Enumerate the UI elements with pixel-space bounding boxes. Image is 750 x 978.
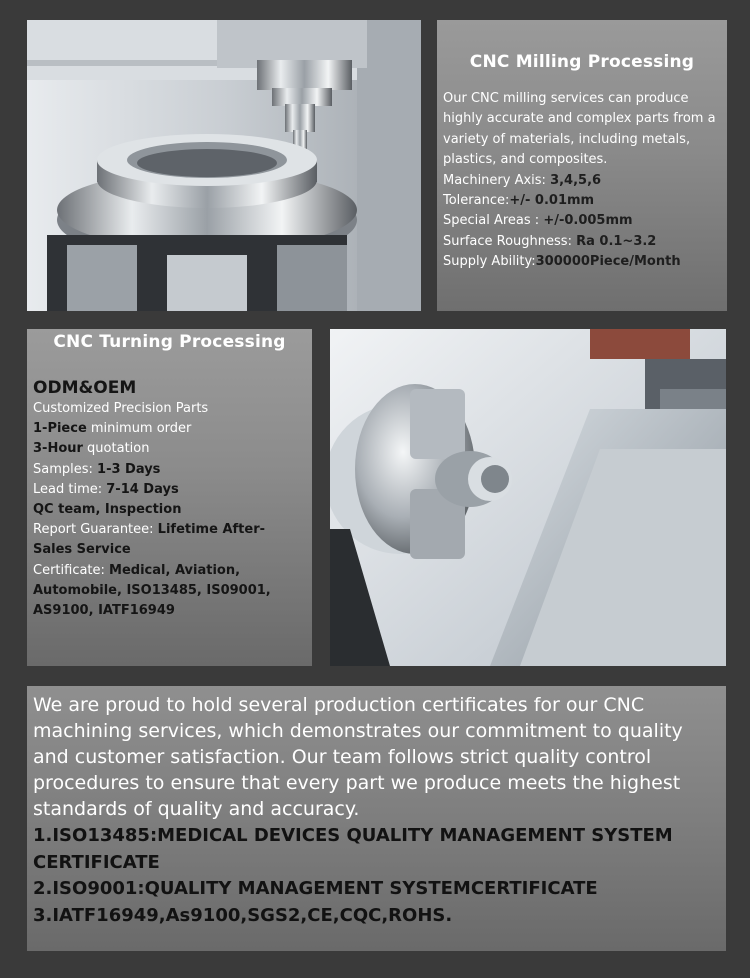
- milling-machine-illustration: [27, 20, 421, 311]
- turning-item-min-order: 1-Piece minimum order: [33, 421, 192, 437]
- certificate-item: 2.ISO9001:QUALITY MANAGEMENT SYSTEMCERTIFICATE: [33, 878, 598, 899]
- milling-info-panel: [437, 20, 727, 311]
- turning-spec-qc: QC team, Inspection: [33, 502, 182, 518]
- milling-spec-special-areas: Special Areas : +/-0.005mm: [443, 213, 633, 229]
- turning-spec-samples: Samples: 1-3 Days: [33, 461, 161, 477]
- milling-spec-tolerance: Tolerance:+/- 0.01mm: [443, 193, 595, 209]
- milling-spec-axis: Machinery Axis: 3,4,5,6: [443, 172, 602, 188]
- certificates-intro: We are proud to hold several production certificates for our CNC machining services, which demonstrates our commitment to quality and customer satisfaction. Our team follows strict quality control procedures to ensure that every part we produce meets the highest standards of quality and accuracy.: [33, 694, 683, 820]
- turning-spec-report: Report Guarantee: Lifetime After-Sales Service: [33, 522, 265, 558]
- turning-subheading: Customized Precision Parts: [33, 401, 209, 416]
- milling-title: CNC Milling Processing: [469, 52, 695, 72]
- turning-title: CNC Turning Processing: [53, 332, 286, 352]
- milling-spec-roughness: Surface Roughness: Ra 0.1~3.2: [443, 233, 657, 249]
- milling-photo: [27, 20, 421, 311]
- turning-photo: [330, 329, 726, 666]
- certificate-item: 1.ISO13485:MEDICAL DEVICES QUALITY MANAGEMENT SYSTEM CERTIFICATE: [33, 825, 673, 873]
- turning-info-panel: [27, 329, 312, 666]
- milling-description: Our CNC milling services can produce highly accurate and complex parts from a variety of materials, including metals, plastics, and composites.: [443, 91, 716, 168]
- turning-spec-lead-time: Lead time: 7-14 Days: [33, 481, 179, 497]
- certificates-panel: [27, 686, 726, 951]
- turning-item-quotation: 3-Hour quotation: [33, 441, 150, 457]
- turning-lathe-illustration: [330, 329, 726, 666]
- milling-spec-supply: Supply Ability:300000Piece/Month: [443, 254, 681, 270]
- certificate-item: 3.IATF16949,As9100,SGS2,CE,CQC,ROHS.: [33, 904, 453, 926]
- turning-heading: ODM&OEM: [33, 378, 137, 398]
- turning-spec-certificate: Certificate: Medical, Aviation, Automobile, ISO13485, IS09001, AS9100, IATF16949: [33, 562, 271, 619]
